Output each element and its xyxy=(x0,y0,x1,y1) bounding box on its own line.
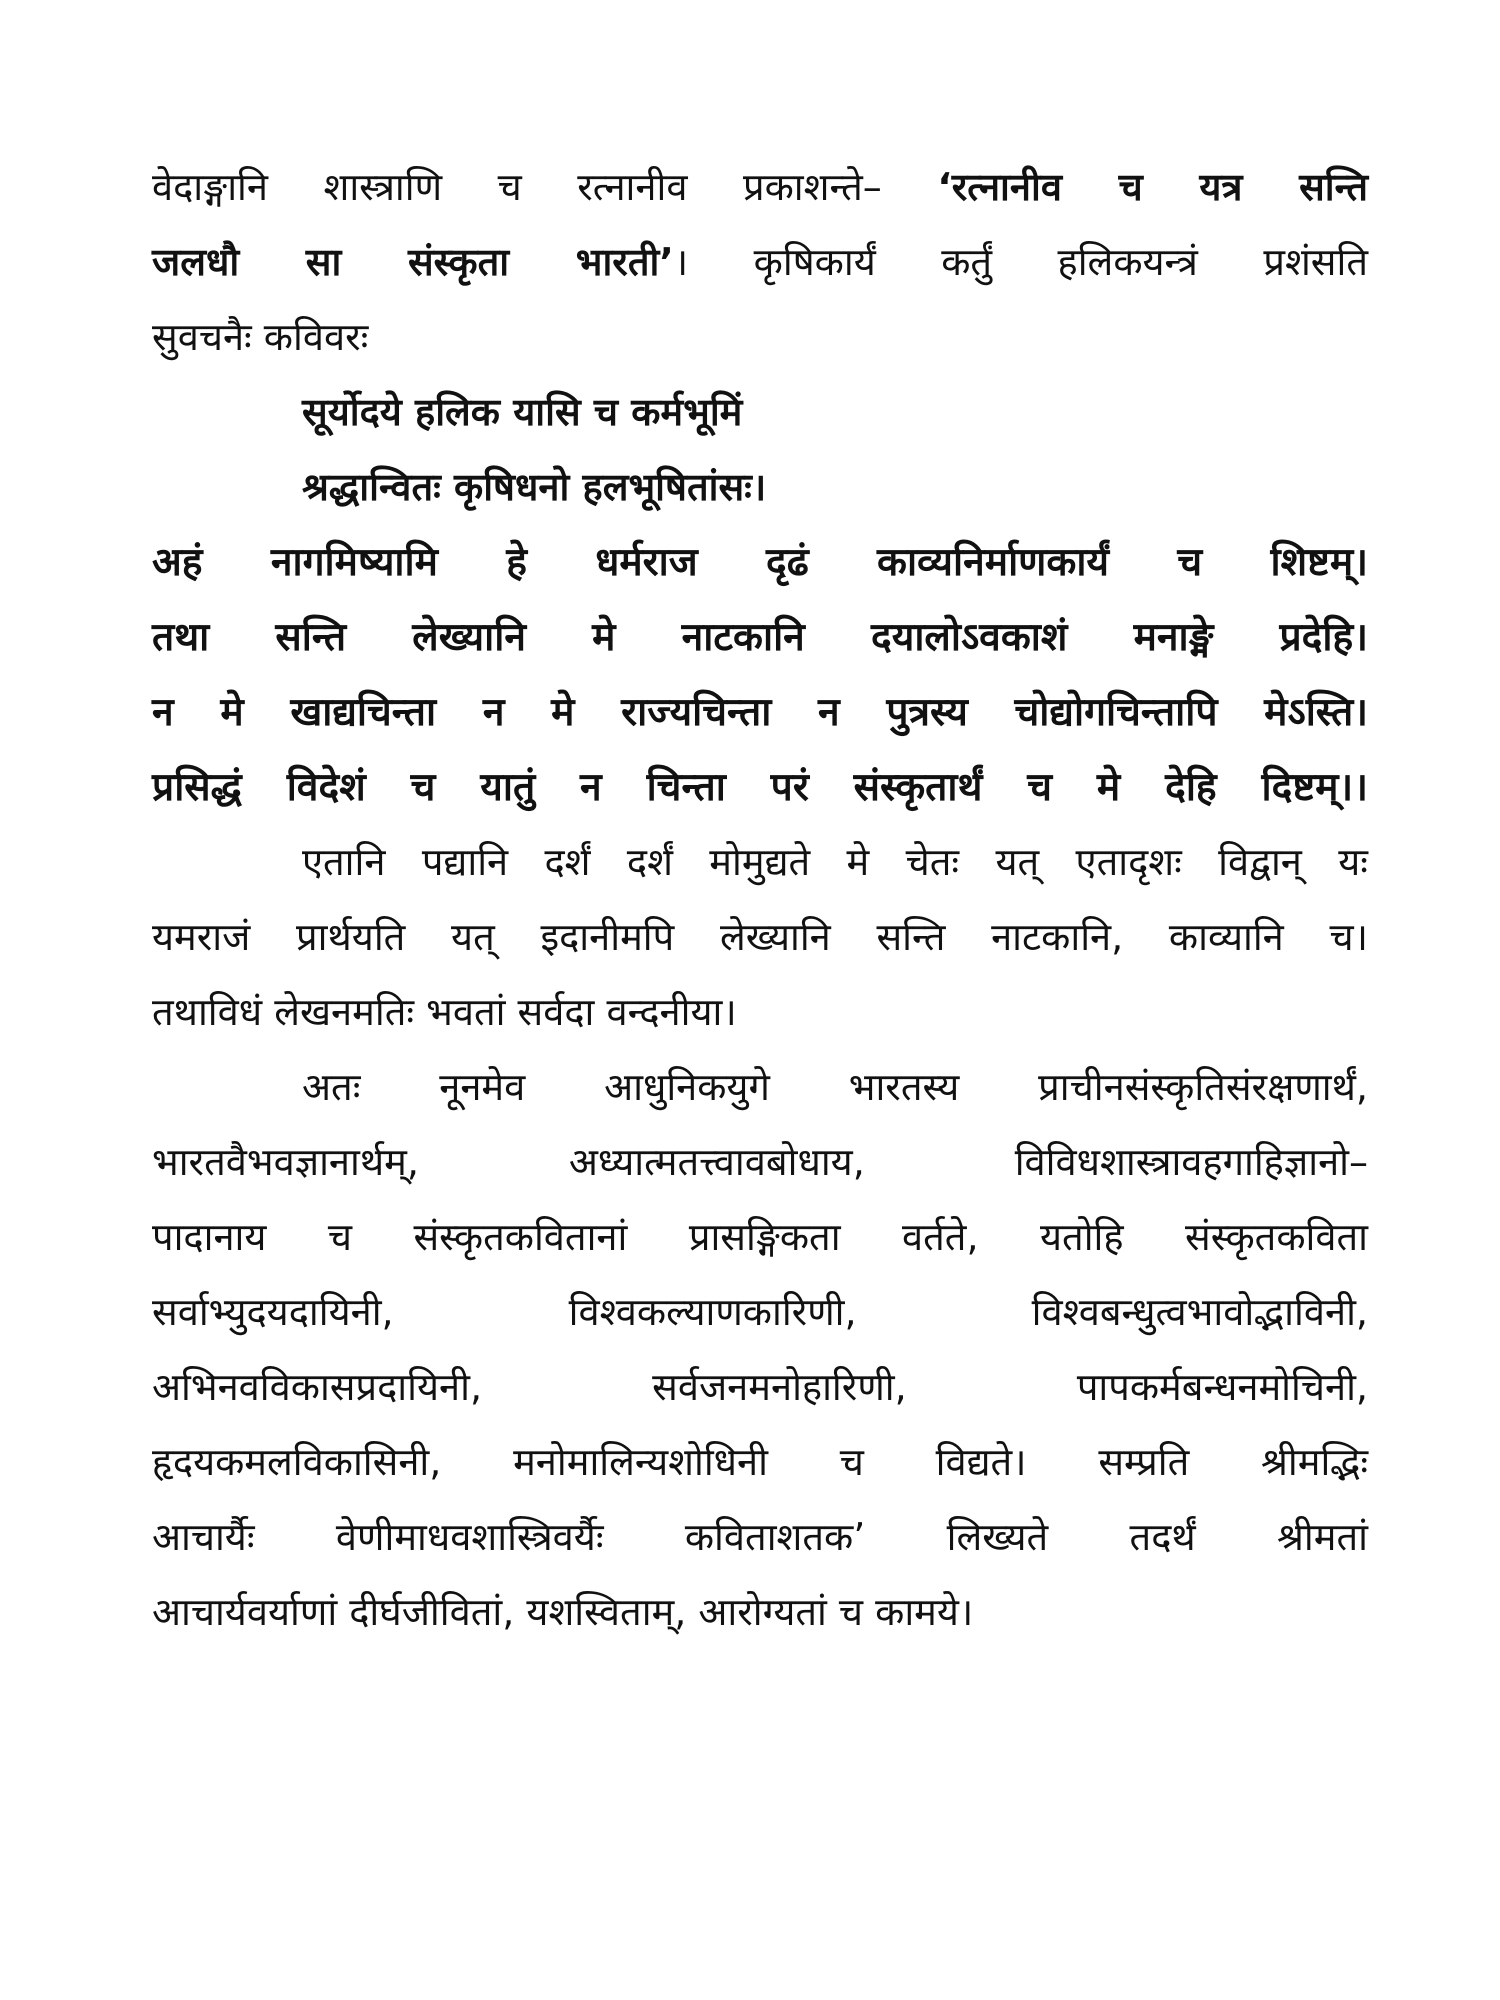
paragraph-1-suffix: । कृषिकार्यं कर्तुं हलिकयन्त्रं प्रशंसति xyxy=(673,240,1369,284)
paragraph-3-line-6: हृदयकमलविकासिनी, मनोमालिन्यशोधिनी च विद्यते। सम्प्रति श्रीमद्भिः xyxy=(152,1440,1368,1484)
page-content xyxy=(152,150,1368,1650)
paragraph-3-line-5: अभिनवविकासप्रदायिनी, सर्वजनमनोहारिणी, पापकर्मबन्धनमोचिनी, xyxy=(152,1365,1368,1409)
paragraph-3-line-1: अतः नूनमेव आधुनिकयुगे भारतस्य प्राचीनसंस्कृतिसंरक्षणार्थं, xyxy=(302,1065,1368,1109)
paragraph-1-prefix: वेदाङ्गानि शास्त्राणि च रत्नानीव प्रकाशन्ते– xyxy=(152,165,938,209)
verse-2-line-1: अहं नागमिष्यामि हे धर्मराज दृढं काव्यनिर्माणकार्यं च शिष्टम्। xyxy=(152,540,1368,585)
paragraph-3-line-8: आचार्यवर्याणां दीर्घजीवितां, यशस्विताम्, आरोग्यतां च कामये। xyxy=(152,1590,974,1634)
paragraph-3-line-2: भारतवैभवज्ञानार्थम्, अध्यात्मतत्त्वावबोधाय, विविधशास्त्रावहगाहिज्ञानो– xyxy=(152,1140,1368,1184)
paragraph-1-line-1 xyxy=(152,150,1368,225)
paragraph-1-line-2 xyxy=(152,225,1368,300)
paragraph-1-line-3: सुवचनैः कविवरः xyxy=(152,315,369,359)
verse-2-line-3: न मे खाद्यचिन्ता न मे राज्यचिन्ता न पुत्रस्य चोद्योगचिन्तापि मेऽस्ति। xyxy=(152,690,1368,735)
paragraph-3-line-7: आचार्यैः वेणीमाधवशास्त्रिवर्यैः कविताशतक’ लिख्यते तदर्थं श्रीमतां xyxy=(152,1515,1368,1559)
verse-2-line-2: तथा सन्ति लेख्यानि मे नाटकानि दयालोऽवकाशं मनाङ्मे प्रदेहि। xyxy=(152,615,1368,660)
verse-1-line-1: सूर्योदये हलिक यासि च कर्मभूमिं xyxy=(302,390,743,434)
paragraph-2-line-3: तथाविधं लेखनमतिः भवतां सर्वदा वन्दनीया। xyxy=(152,990,737,1034)
quote-line-1: ‘रत्नानीव च यत्र सन्ति xyxy=(937,165,1368,209)
paragraph-2-line-2: यमराजं प्रार्थयति यत् इदानीमपि लेख्यानि सन्ति नाटकानि, काव्यानि च। xyxy=(152,915,1368,959)
paragraph-3-line-4: सर्वाभ्युदयदायिनी, विश्वकल्याणकारिणी, विश्वबन्धुत्वभावोद्भाविनी, xyxy=(152,1290,1368,1334)
verse-2-line-4: प्रसिद्धं विदेशं च यातुं न चिन्ता परं संस्कृतार्थं च मे देहि दिष्टम्।। xyxy=(152,765,1368,810)
paragraph-2-line-1: एतानि पद्यानि दर्शं दर्शं मोमुद्यते मे चेतः यत् एतादृशः विद्वान् यः xyxy=(302,840,1368,884)
quote-line-2: जलधौ सा संस्कृता भारती’ xyxy=(152,240,674,284)
verse-1-line-2: श्रद्धान्वितः कृषिधनो हलभूषितांसः। xyxy=(302,465,767,509)
paragraph-3-line-3: पादानाय च संस्कृतकवितानां प्रासङ्गिकता वर्तते, यतोहि संस्कृतकविता xyxy=(152,1215,1368,1259)
